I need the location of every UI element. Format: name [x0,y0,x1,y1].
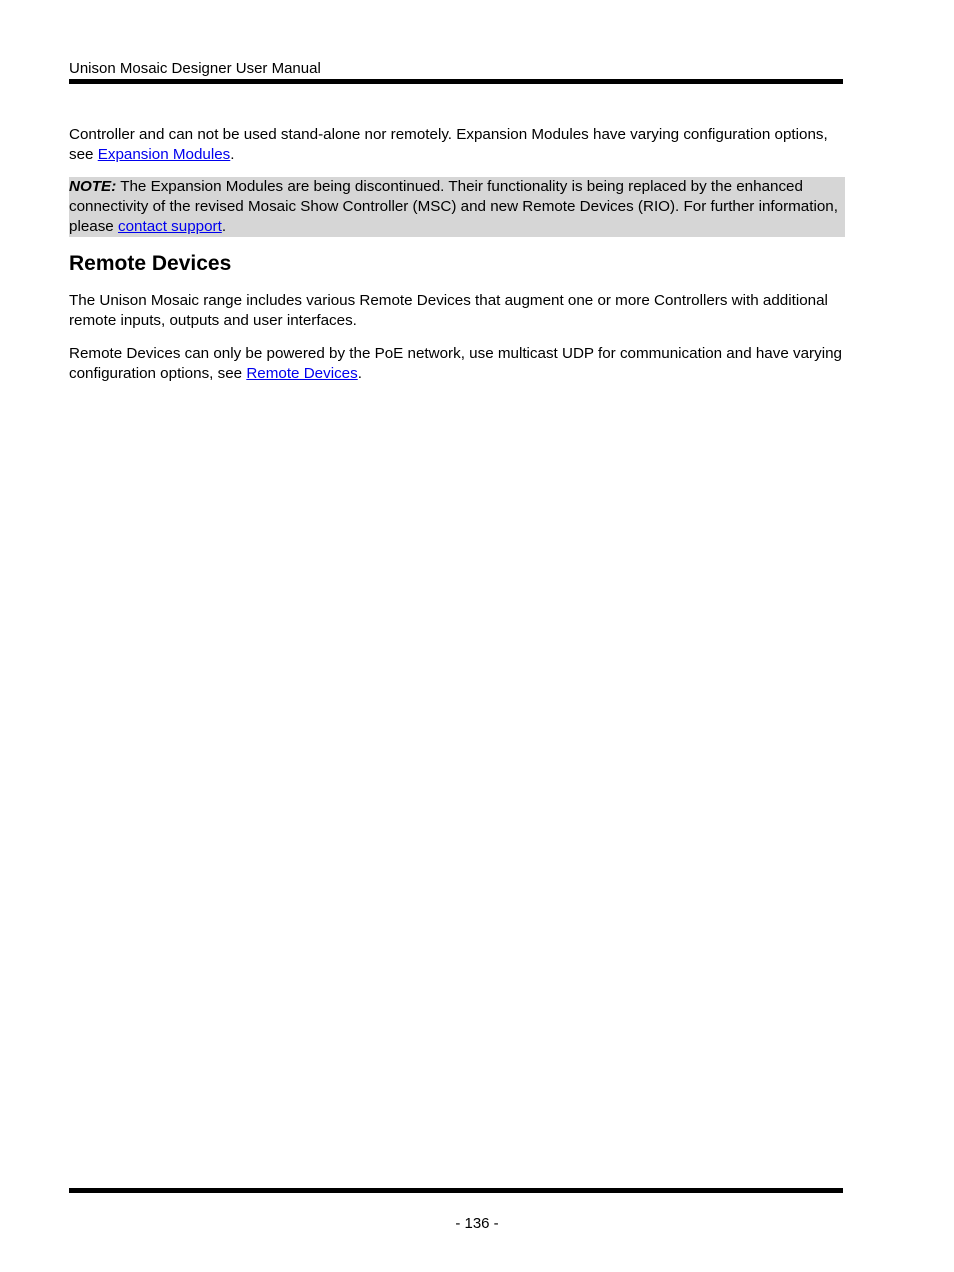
paragraph-end: . [230,146,235,163]
contact-support-link[interactable]: contact support [117,218,222,235]
paragraph [69,125,845,165]
paragraph-text: Controller and can not be used stand-alone nor remotely. Expansion Modules have varying configuration options, see [69,126,828,163]
header-rule [69,79,843,84]
note-box [69,177,845,237]
page-number: - 136 - [455,1215,499,1232]
page-body [69,125,845,384]
remote-devices-link[interactable]: Remote Devices [246,365,358,382]
note-end: . [221,218,227,235]
header-title: Unison Mosaic Designer User Manual [69,60,321,77]
paragraph [69,344,845,384]
paragraph: The Unison Mosaic range includes various Remote Devices that augment one or more Controllers with additional remote inputs, outputs and user interfaces. [69,292,828,329]
paragraph-end: . [357,365,362,382]
section-heading: Remote Devices [69,252,232,275]
note-text: The Expansion Modules are being discontinued. Their functionality is being replaced by the enhanced connectivity of the revised Mosaic Show Controller (MSC) and new Remote Devices (RIO). For further information, please [69,178,838,235]
note-label: NOTE: [69,178,117,195]
paragraph-text: Remote Devices can only be powered by the PoE network, use multicast UDP for communication and have varying configuration options, see [69,345,842,382]
expansion-modules-link[interactable]: Expansion Modules [97,146,231,163]
footer-rule [69,1188,843,1193]
